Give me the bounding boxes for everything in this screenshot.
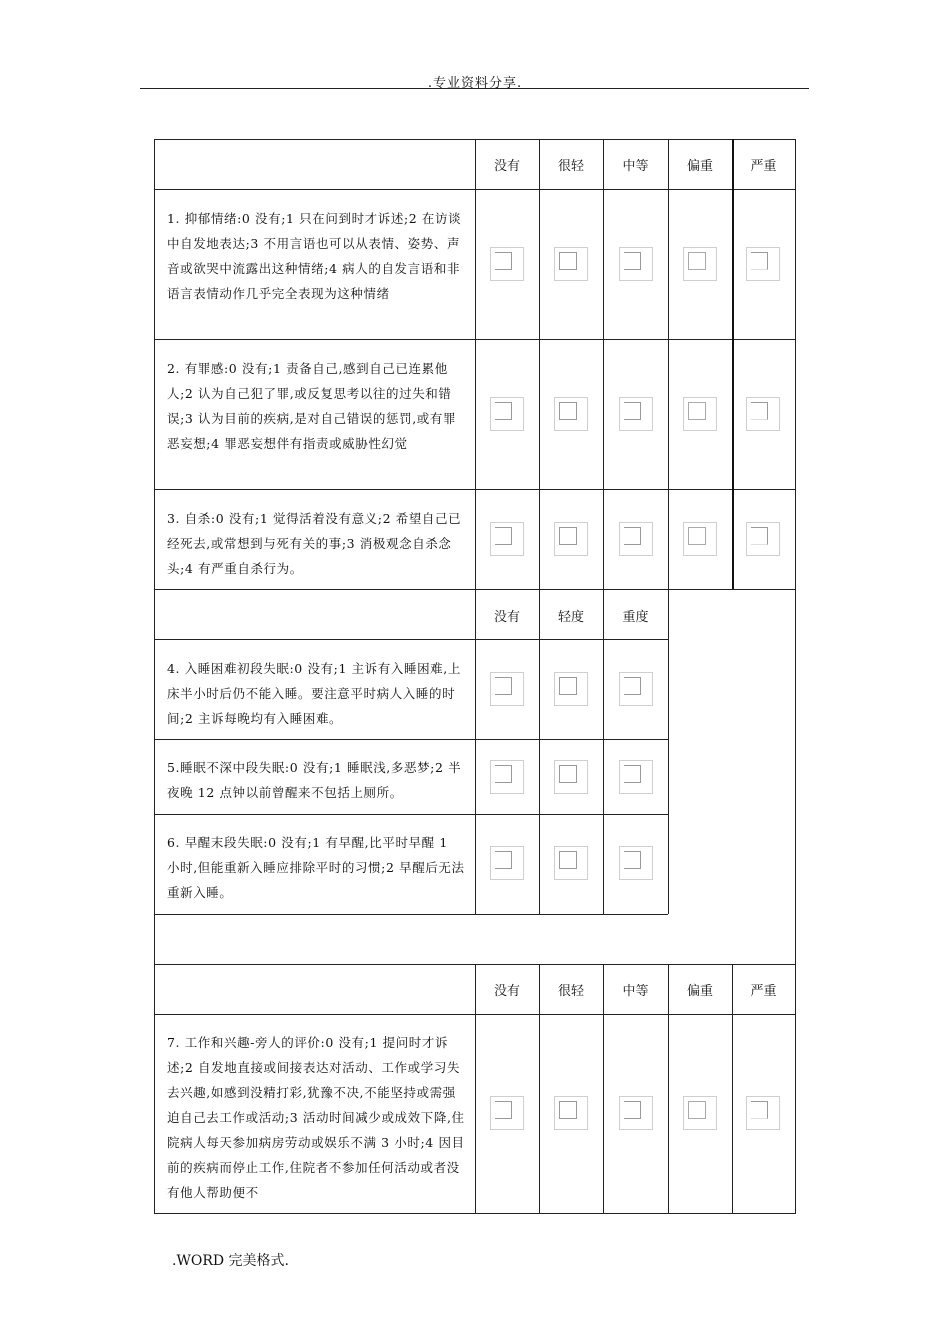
item-5-option-mild[interactable] bbox=[554, 760, 588, 794]
item-7-option-severe[interactable] bbox=[746, 1096, 780, 1130]
item-6-option-mild[interactable] bbox=[554, 846, 588, 880]
table-rule bbox=[154, 814, 668, 815]
item-4-option-severe[interactable] bbox=[619, 672, 653, 706]
item-6-option-severe[interactable] bbox=[619, 846, 653, 880]
item-1-option-none[interactable] bbox=[490, 247, 524, 281]
item-7-option-fairly-severe[interactable] bbox=[683, 1096, 717, 1130]
item-3-option-very-mild[interactable] bbox=[554, 522, 588, 556]
item-2-option-moderate[interactable] bbox=[619, 397, 653, 431]
item-4-option-mild[interactable] bbox=[554, 672, 588, 706]
item-3-option-fairly-severe[interactable] bbox=[683, 522, 717, 556]
item-2-option-none[interactable] bbox=[490, 397, 524, 431]
item-2-option-very-mild[interactable] bbox=[554, 397, 588, 431]
item-7-text: 7. 工作和兴趣-旁人的评价:0 没有;1 提问时才诉述;2 自发地直接或间接表达对活动、工作或学习失去兴趣,如感到没精打彩,犹豫不决,不能坚持或需强迫自己去工作或活动;3 活动时间减少或成效下降,住院病人每天参加病房劳动或娱乐不满 3 小时;4 因目前的疾病而停止工作,住院者不参加任何活动或者没有他人帮助便不 bbox=[167, 1035, 465, 1200]
item-6-option-none[interactable] bbox=[490, 846, 524, 880]
item-4-option-none[interactable] bbox=[490, 672, 524, 706]
table-rule bbox=[154, 914, 668, 915]
item-4-text: 4. 入睡困难初段失眠:0 没有;1 主诉有入睡困难,上床半小时后仍不能入睡。要注意平时病人入睡的时间;2 主诉每晚均有入睡困难。 bbox=[167, 661, 461, 726]
item-1-option-very-mild[interactable] bbox=[554, 247, 588, 281]
col-header-none: 没有 bbox=[493, 158, 520, 174]
item-5-option-none[interactable] bbox=[490, 760, 524, 794]
col-header-moderate-work: 中等 bbox=[622, 983, 649, 999]
item-3-option-moderate[interactable] bbox=[619, 522, 653, 556]
table-rule bbox=[603, 139, 604, 914]
item-7-option-very-mild[interactable] bbox=[554, 1096, 588, 1130]
item-5-text: 5.睡眠不深中段失眠:0 没有;1 睡眠浅,多恶梦;2 半夜晚 12 点钟以前曾醒来不包括上厕所。 bbox=[167, 760, 462, 800]
item-3-text: 3. 自杀:0 没有;1 觉得活着没有意义;2 希望自己已经死去,或常想到与死有关的事;3 消极观念自杀念头;4 有严重自杀行为。 bbox=[167, 511, 462, 576]
item-2-text: 2. 有罪感:0 没有;1 责备自己,感到自己已连累他人;2 认为自己犯了罪,或反复思考以往的过失和错误;3 认为目前的疾病,是对自己错误的惩罚,或有罪恶妄想;4 罪恶妄想伴有指责或威胁性幻觉 bbox=[167, 361, 457, 451]
item-2-option-fairly-severe[interactable] bbox=[683, 397, 717, 431]
header-rule bbox=[140, 88, 809, 89]
item-3-option-none[interactable] bbox=[490, 522, 524, 556]
page-footer: .WORD 完美格式. bbox=[172, 1253, 289, 1269]
table-rule bbox=[475, 139, 476, 914]
col-header-severe: 严重 bbox=[750, 158, 777, 174]
col-header-none-work: 没有 bbox=[493, 983, 520, 999]
col-header-none-sleep: 没有 bbox=[493, 609, 520, 625]
item-5-option-severe[interactable] bbox=[619, 760, 653, 794]
table-rule bbox=[732, 139, 734, 589]
item-2-option-severe[interactable] bbox=[746, 397, 780, 431]
col-header-severe-sleep: 重度 bbox=[622, 609, 649, 625]
item-1-option-moderate[interactable] bbox=[619, 247, 653, 281]
col-header-mild-sleep: 轻度 bbox=[557, 609, 584, 625]
table-rule bbox=[154, 739, 668, 740]
item-3-option-severe[interactable] bbox=[746, 522, 780, 556]
item-1-option-severe[interactable] bbox=[746, 247, 780, 281]
col-header-moderate: 中等 bbox=[622, 158, 649, 174]
table-rule bbox=[668, 139, 669, 914]
item-6-text: 6. 早醒末段失眠:0 没有;1 有早醒,比平时早醒 1 小时,但能重新入睡应排除平时的习惯;2 早醒后无法重新入睡。 bbox=[167, 835, 465, 900]
item-7-option-moderate[interactable] bbox=[619, 1096, 653, 1130]
col-header-fairly-severe: 偏重 bbox=[686, 158, 713, 174]
table-rule bbox=[154, 1213, 796, 1214]
item-1-text: 1. 抑郁情绪:0 没有;1 只在问到时才诉述;2 在访谈中自发地表达;3 不用言语也可以从表情、姿势、声音或欲哭中流露出这种情绪;4 病人的自发言语和非语言表情动作几乎完全表现为这种情绪 bbox=[167, 211, 462, 301]
col-header-very-mild: 很轻 bbox=[557, 158, 584, 174]
table-rule bbox=[154, 139, 155, 1213]
page-header: .专业资料分享. bbox=[427, 76, 523, 91]
table-rule bbox=[539, 139, 540, 914]
item-7-option-none[interactable] bbox=[490, 1096, 524, 1130]
table-rule bbox=[795, 139, 796, 1213]
col-header-very-mild-work: 很轻 bbox=[557, 983, 584, 999]
col-header-severe-work: 严重 bbox=[750, 983, 777, 999]
item-1-option-fairly-severe[interactable] bbox=[683, 247, 717, 281]
table-rule bbox=[154, 639, 668, 640]
col-header-fairly-severe-work: 偏重 bbox=[686, 983, 713, 999]
